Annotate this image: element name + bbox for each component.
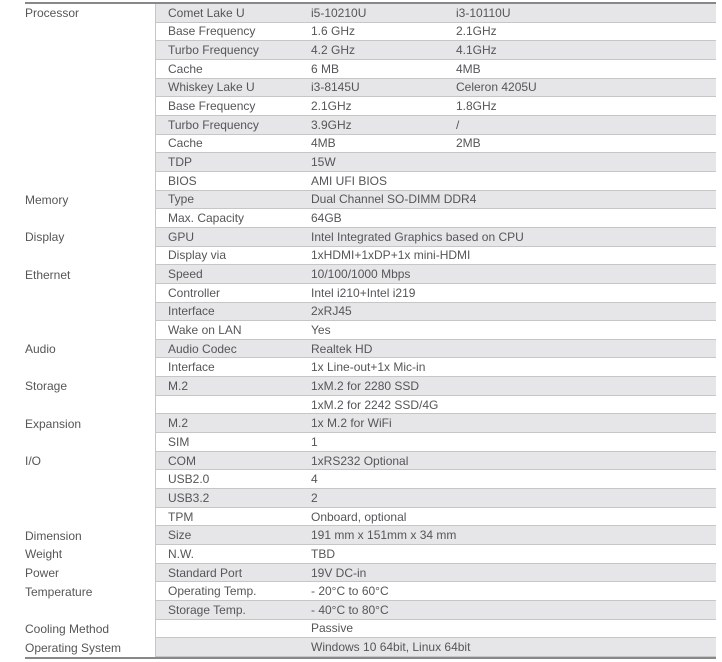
table-row <box>25 116 716 135</box>
spec-value1-cell: 1xM.2 for 2242 SSD/4G <box>311 397 439 412</box>
spec-value1-cell: Realtek HD <box>311 341 373 356</box>
row-cells <box>155 191 716 210</box>
table-row <box>25 41 716 60</box>
table-row <box>25 377 716 396</box>
category-cell <box>25 358 155 377</box>
table-row <box>25 247 716 266</box>
row-cells <box>155 172 716 191</box>
spec-label-cell: Size <box>168 528 192 543</box>
table-row <box>25 433 716 452</box>
spec-label-cell: USB2.0 <box>168 472 210 487</box>
table-row <box>25 582 716 601</box>
table-row <box>25 489 716 508</box>
spec-value2-cell: 1.8GHz <box>456 99 497 114</box>
spec-label-cell: Whiskey Lake U <box>168 80 255 95</box>
spec-value1-cell: - 20°C to 60°C <box>311 584 389 599</box>
spec-label-cell: Turbo Frequency <box>168 117 259 132</box>
spec-label-cell: Speed <box>168 267 203 282</box>
table-row <box>25 601 716 620</box>
spec-value1-cell: 2xRJ45 <box>311 304 352 319</box>
spec-label-cell: Comet Lake U <box>168 5 245 20</box>
spec-value1-cell: 191 mm x 151mm x 34 mm <box>311 528 457 543</box>
spec-label-cell: USB3.2 <box>168 490 210 505</box>
category-cell <box>25 601 155 620</box>
row-cells <box>155 97 716 116</box>
table-row <box>25 564 716 583</box>
category-cell <box>25 153 155 172</box>
row-cells <box>155 377 716 396</box>
category-cell: Audio <box>25 342 56 357</box>
spec-value1-cell: 19V DC-in <box>311 565 367 580</box>
category-cell <box>25 284 155 303</box>
category-cell <box>25 321 155 340</box>
spec-label-cell: Standard Port <box>168 565 243 580</box>
table-row <box>25 620 716 639</box>
category-cell: Operating System <box>25 640 122 655</box>
category-cell: Expansion <box>25 416 82 431</box>
spec-value1-cell: 15W <box>311 155 336 170</box>
spec-label-cell: Operating Temp. <box>168 584 257 599</box>
table-row <box>25 209 716 228</box>
category-cell: Temperature <box>25 584 93 599</box>
spec-value1-cell: 1x M.2 for WiFi <box>311 416 392 431</box>
spec-value2-cell: 2MB <box>456 136 481 151</box>
row-cells <box>155 303 716 322</box>
table-row <box>25 153 716 172</box>
spec-value2-cell: 4.1GHz <box>456 43 497 58</box>
table-row <box>25 414 716 433</box>
spec-label-cell: M.2 <box>168 416 189 431</box>
spec-value2-cell: i3-10110U <box>456 5 511 20</box>
table-row <box>25 303 716 322</box>
row-cells <box>155 340 716 359</box>
row-cells <box>155 116 716 135</box>
spec-value2-cell: 2.1GHz <box>456 24 497 39</box>
category-cell: Storage <box>25 379 68 394</box>
spec-value2-cell: Celeron 4205U <box>456 80 537 95</box>
category-cell: Processor <box>25 6 80 21</box>
category-cell <box>25 41 155 60</box>
spec-value1-cell: 64GB <box>311 211 342 226</box>
spec-value1-cell: 1.6 GHz <box>311 24 356 39</box>
spec-value2-cell: / <box>456 117 460 132</box>
spec-label-cell: Interface <box>168 360 215 375</box>
table-row <box>25 228 716 247</box>
category-cell: I/O <box>25 454 42 469</box>
spec-label-cell: COM <box>168 453 196 468</box>
category-cell <box>25 97 155 116</box>
table-row <box>25 135 716 154</box>
category-cell <box>25 135 155 154</box>
row-cells <box>155 470 716 489</box>
category-cell: Power <box>25 566 60 581</box>
spec-label-cell: Base Frequency <box>168 99 256 114</box>
table-row <box>25 23 716 42</box>
spec-value1-cell: 3.9GHz <box>311 117 352 132</box>
table-row <box>25 172 716 191</box>
spec-value1-cell: 4 <box>311 472 318 487</box>
row-cells <box>155 41 716 60</box>
category-cell <box>25 116 155 135</box>
spec-value1-cell: Yes <box>311 322 331 337</box>
spec-label-cell: Storage Temp. <box>168 602 246 617</box>
spec-value1-cell: 2 <box>311 490 318 505</box>
spec-label-cell: Cache <box>168 136 203 151</box>
spec-value1-cell: Intel Integrated Graphics based on CPU <box>311 229 524 244</box>
row-cells <box>155 582 716 601</box>
spec-value1-cell: Intel i210+Intel i219 <box>311 285 416 300</box>
spec-label-cell: Audio Codec <box>168 341 237 356</box>
spec-label-cell: Turbo Frequency <box>168 43 259 58</box>
row-cells <box>155 452 716 471</box>
category-cell <box>25 489 155 508</box>
spec-value1-cell: AMI UFI BIOS <box>311 173 388 188</box>
spec-label-cell: GPU <box>168 229 195 244</box>
spec-value1-cell: 4.2 GHz <box>311 43 356 58</box>
row-cells <box>155 23 716 42</box>
row-cells <box>155 135 716 154</box>
row-cells <box>155 433 716 452</box>
row-cells <box>155 396 716 415</box>
spec-value1-cell: 1x Line-out+1x Mic-in <box>311 360 426 375</box>
table-row <box>25 526 716 545</box>
row-cells <box>155 209 716 228</box>
table-row <box>25 79 716 98</box>
spec-value1-cell: 10/100/1000 Mbps <box>311 267 411 282</box>
category-cell <box>25 23 155 42</box>
row-cells <box>155 358 716 377</box>
table-row <box>25 321 716 340</box>
row-cells <box>155 60 716 79</box>
spec-label-cell: Display via <box>168 248 227 263</box>
row-cells <box>155 489 716 508</box>
category-cell <box>25 172 155 191</box>
spec-value1-cell: 2.1GHz <box>311 99 352 114</box>
spec-label-cell: TPM <box>168 509 194 524</box>
spec-label-cell: Controller <box>168 285 221 300</box>
spec-label-cell: N.W. <box>168 546 194 561</box>
category-cell: Ethernet <box>25 267 71 282</box>
category-cell: Dimension <box>25 528 82 543</box>
spec-label-cell: BIOS <box>168 173 197 188</box>
spec-value1-cell: Passive <box>311 621 354 636</box>
table-row <box>25 508 716 527</box>
spec-value1-cell: 1xM.2 for 2280 SSD <box>311 378 420 393</box>
spec-value1-cell: i3-8145U <box>311 80 360 95</box>
row-cells <box>155 620 716 639</box>
table-row <box>25 470 716 489</box>
table-row <box>25 545 716 564</box>
spec-value1-cell: - 40°C to 80°C <box>311 602 389 617</box>
table-row <box>25 452 716 471</box>
table-row <box>25 638 716 657</box>
category-cell: Memory <box>25 192 69 207</box>
spec-value1-cell: TBD <box>311 546 335 561</box>
row-cells <box>155 526 716 545</box>
table-row <box>25 358 716 377</box>
spec-value1-cell: Dual Channel SO-DIMM DDR4 <box>311 192 477 207</box>
spec-value1-cell: 1xRS232 Optional <box>311 453 409 468</box>
spec-value1-cell: Onboard, optional <box>311 509 407 524</box>
row-cells <box>155 247 716 266</box>
category-cell: Display <box>25 230 65 245</box>
row-cells <box>155 508 716 527</box>
spec-label-cell: Wake on LAN <box>168 322 242 337</box>
row-cells <box>155 321 716 340</box>
spec-label-cell: SIM <box>168 434 190 449</box>
spec-value1-cell: 1 <box>311 434 318 449</box>
row-cells <box>155 545 716 564</box>
row-cells <box>155 265 716 284</box>
row-cells <box>155 4 716 23</box>
row-cells <box>155 228 716 247</box>
spec-value1-cell: Windows 10 64bit, Linux 64bit <box>311 640 471 655</box>
spec-label-cell: Cache <box>168 61 203 76</box>
table-row <box>25 97 716 116</box>
category-cell <box>25 303 155 322</box>
category-cell <box>25 209 155 228</box>
table-row <box>25 284 716 303</box>
category-cell: Cooling Method <box>25 621 110 636</box>
spec-table <box>25 2 716 659</box>
row-cells <box>155 601 716 620</box>
spec-label-cell: TDP <box>168 155 192 170</box>
spec-value2-cell: 4MB <box>456 61 481 76</box>
category-cell <box>25 433 155 452</box>
row-cells <box>155 284 716 303</box>
category-cell: Weight <box>25 547 63 562</box>
table-row <box>25 396 716 415</box>
category-cell <box>25 396 155 415</box>
spec-value1-cell: 1xHDMI+1xDP+1x mini-HDMI <box>311 248 471 263</box>
spec-value1-cell: 4MB <box>311 136 336 151</box>
table-row <box>25 340 716 359</box>
row-cells <box>155 153 716 172</box>
row-cells <box>155 414 716 433</box>
spec-label-cell: M.2 <box>168 378 189 393</box>
table-row <box>25 191 716 210</box>
row-cells <box>155 638 716 657</box>
table-row <box>25 60 716 79</box>
spec-label-cell: Base Frequency <box>168 24 256 39</box>
spec-label-cell: Max. Capacity <box>168 211 245 226</box>
table-row <box>25 4 716 23</box>
category-cell <box>25 79 155 98</box>
spec-label-cell: Interface <box>168 304 215 319</box>
category-cell <box>25 247 155 266</box>
table-row <box>25 265 716 284</box>
category-cell <box>25 508 155 527</box>
spec-value1-cell: i5-10210U <box>311 5 367 20</box>
spec-value1-cell: 6 MB <box>311 61 340 76</box>
category-cell <box>25 60 155 79</box>
category-cell <box>25 470 155 489</box>
row-cells <box>155 79 716 98</box>
row-cells <box>155 564 716 583</box>
spec-label-cell: Type <box>168 192 195 207</box>
